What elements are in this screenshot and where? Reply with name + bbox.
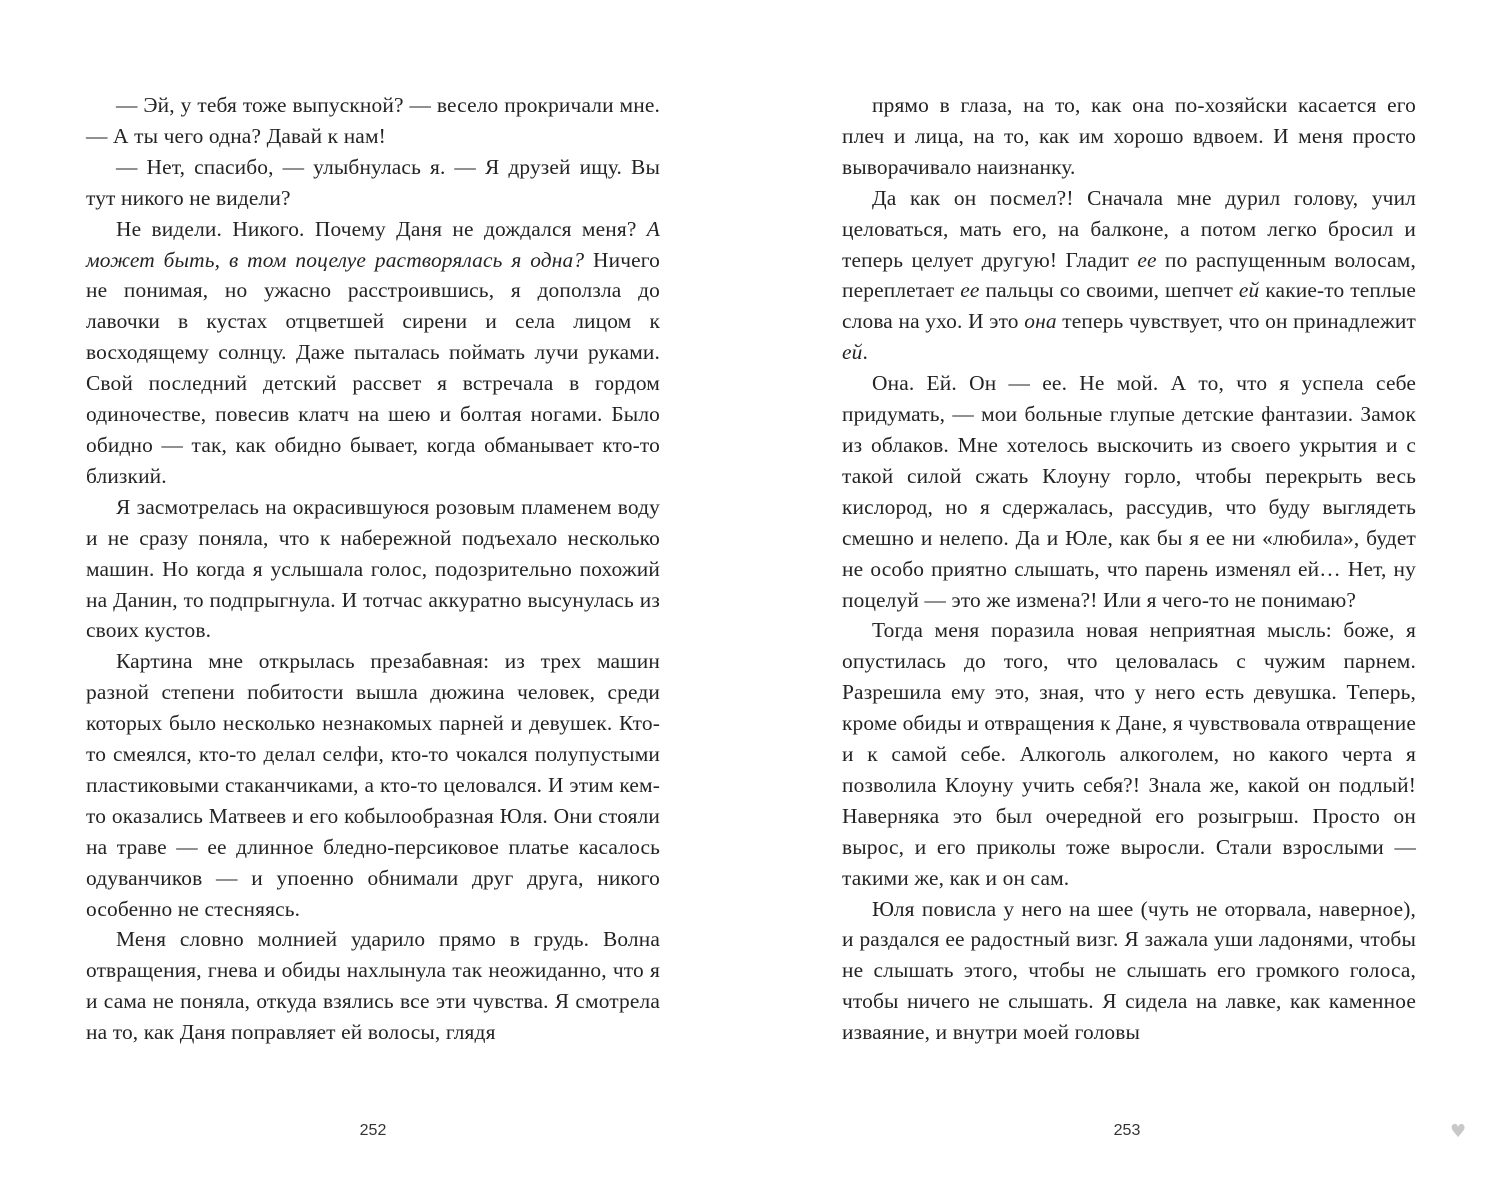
italic-text: ей bbox=[842, 340, 863, 365]
italic-text: ей bbox=[1238, 278, 1260, 303]
text-run: Я засмотрелась на окрасившуюся розовым пламенем воду и не сразу поняла, что к набережной подъехало несколько машин. Но когда я услышала голос, подозрительно похожий на Данин, то подпрыгнула. И тотчас аккуратно высунулась из своих кустов. bbox=[86, 494, 660, 643]
text-run: по распущенным волосам, переплетает bbox=[842, 247, 1416, 303]
paragraph bbox=[842, 894, 1416, 1049]
paragraph bbox=[86, 152, 660, 214]
text-run: теперь чувствует, что он принадлежит bbox=[1056, 309, 1416, 334]
left-page bbox=[86, 90, 660, 1048]
italic-text: А может быть, в том поцелуе растворялась я одна? bbox=[86, 216, 660, 272]
text-run: Не видели. Никого. Почему Даня не дождался меня? bbox=[116, 216, 647, 241]
paragraph bbox=[86, 924, 660, 1048]
paragraph bbox=[842, 183, 1416, 368]
text-run: — Нет, спасибо, — улыбнулась я. — Я друзей ищу. Вы тут никого не видели? bbox=[86, 154, 660, 210]
paragraph bbox=[86, 90, 660, 152]
text-run: Да как он посмел?! Сначала мне дурил голову, учил целоваться, мать его, на балконе, а потом легко бросил и теперь целует другую! Гладит bbox=[842, 185, 1416, 272]
paragraph bbox=[86, 214, 660, 492]
paragraph bbox=[842, 90, 1416, 183]
paragraph bbox=[842, 615, 1416, 893]
text-run: какие-то теплые слова на ухо. И это bbox=[842, 278, 1416, 334]
text-run: Ничего не понимая, но ужасно расстроившись, я доползла до лавочки в кустах отцветшей сирени и села лицом к восходящему солнцу. Даже пыталась поймать лучи руками. Свой последний детский рассвет я встречала в гордом одиночестве, повесив клатч на шею и болтая ногами. Было обидно — так, как обидно бывает, когда обманывает кто-то близкий. bbox=[86, 247, 660, 488]
text-run: пальцы со своими, шепчет bbox=[979, 278, 1239, 303]
text-run: Она. Ей. Он — ее. Не мой. А то, что я успела себе придумать, — мои больные глупые детские фантазии. Замок из облаков. Мне хотелось выскочить из своего укрытия и с такой силой сжать Клоуну горло, чтобы перекрыть весь кислород, но я сдержалась, рассудив, что буду выглядеть смешно и нелепо. Да и Юле, как бы я ее ни «любила», будет не особо приятно слышать, что парень изменял ей… Нет, ну поцелуй — это же измена?! Или я чего-то не понимаю? bbox=[842, 371, 1416, 612]
paragraph bbox=[86, 492, 660, 647]
left-page-text bbox=[86, 90, 660, 1048]
text-run: прямо в глаза, на то, как она по-хозяйски касается его плеч и лица, на то, как им хорошо вдвоем. И меня просто выворачивало наизнанку. bbox=[842, 93, 1416, 179]
page-number-left: 252 bbox=[359, 1122, 387, 1139]
text-run: Меня словно молнией ударило прямо в грудь. Волна отвращения, гнева и обиды нахлынула так неожиданно, что я и сама не поняла, откуда взялись все эти чувства. Я смотрела на то, как Даня поправляет ей волосы, глядя bbox=[86, 927, 660, 1045]
italic-text: ее bbox=[960, 278, 980, 303]
text-run: Юля повисла у него на шее (чуть не оторвала, наверное), и раздался ее радостный визг. Я зажала уши ладонями, чтобы не слышать этого, чтобы не слышать его громкого голоса, чтобы ничего не слышать. Я сидела на лавке, как каменное изваяние, и внутри моей головы bbox=[842, 896, 1416, 1045]
page-number-right: 253 bbox=[1113, 1122, 1141, 1139]
paragraph bbox=[86, 646, 660, 924]
paragraph bbox=[842, 368, 1416, 615]
text-run: — Эй, у тебя тоже выпускной? — весело прокричали мне. — А ты чего одна? Давай к нам! bbox=[86, 93, 660, 148]
text-run: Тогда меня поразила новая неприятная мысль: боже, я опустилась до того, что целовалась с чужим парнем. Разрешила ему это, зная, что у него есть девушка. Теперь, кроме обиды и отвращения к Дане, я чувствовала отвращение и к самой себе. Алкоголь алкоголем, но какого черта я позволила Клоуну учить себя?! Знала же, какой он подлый! Наверняка это был очередной его розыгрыш. Просто он вырос, и его приколы тоже выросли. Стали взрослыми — такими же, как и он сам. bbox=[842, 618, 1416, 890]
text-run: . bbox=[862, 340, 868, 365]
heart-icon[interactable]: ♥ bbox=[1450, 1121, 1467, 1142]
right-page-text bbox=[842, 90, 1416, 1048]
italic-text: она bbox=[1024, 309, 1057, 334]
text-run: Картина мне открылась презабавная: из трех машин разной степени побитости вышла дюжина человек, среди которых было несколько незнакомых парней и девушек. Кто-то смеялся, кто-то делал селфи, кто-то чокался полупустыми пластиковыми стаканчиками, а кто-то целовался. И этим кем-то оказались Матвеев и его кобылообразная Юля. Они стояли на траве — ее длинное бледно-персиковое платье касалось одуванчиков — и упоенно обнимали друг друга, никого особенно не стесняясь. bbox=[86, 649, 660, 921]
italic-text: ее bbox=[1137, 247, 1157, 272]
right-page bbox=[842, 90, 1416, 1048]
